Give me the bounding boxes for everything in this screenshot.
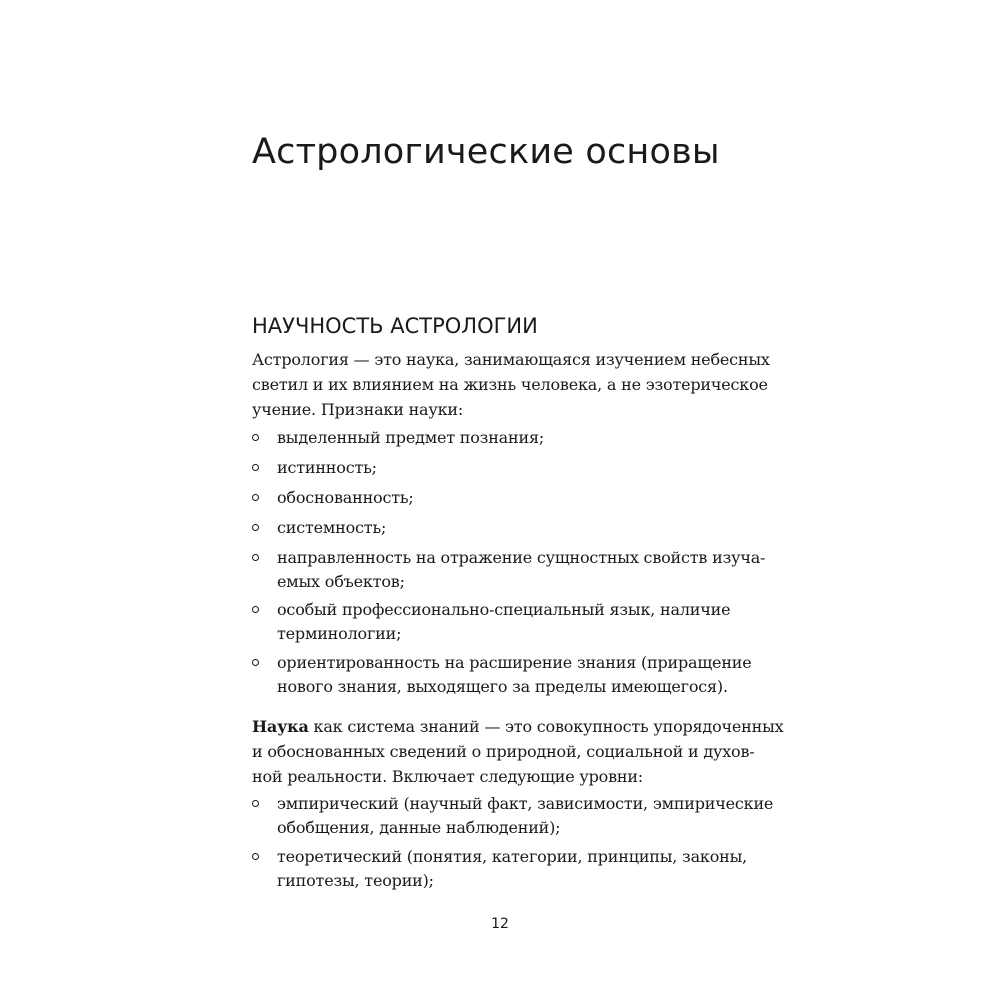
bullet-icon (252, 494, 259, 501)
bullet-icon (252, 659, 259, 666)
list-item-text: обоснованность; (277, 488, 414, 507)
section-title: НАУЧНОСТЬ АСТРОЛОГИИ (252, 314, 538, 338)
bullet-icon (252, 800, 259, 807)
definition-term: Наука (252, 717, 309, 736)
list-item-text: направленность на отражение сущностных свойств изуча- (277, 548, 766, 567)
definition-line: и обоснованных сведений о природной, социальной и духов- (252, 742, 755, 761)
list-item-text: гипотезы, теории); (277, 871, 434, 890)
list-item-text: истинность; (277, 458, 377, 477)
bullet-icon (252, 606, 259, 613)
chapter-title: Астрологические основы (252, 132, 720, 172)
bullet-icon (252, 464, 259, 471)
list-item-text: емых объектов; (277, 572, 405, 591)
list-item-text: нового знания, выходящего за пределы имеющегося). (277, 677, 728, 696)
list-item-text: эмпирический (научный факт, зависимости, эмпирические (277, 794, 774, 813)
list-item-text: выделенный предмет познания; (277, 428, 545, 447)
list-item-text: ориентированность на расширение знания (приращение (277, 653, 752, 672)
list-item-text: обобщения, данные наблюдений); (277, 818, 561, 837)
list-item-text: теоретический (понятия, категории, принципы, законы, (277, 847, 748, 866)
definition-line (252, 715, 783, 739)
bullet-icon (252, 524, 259, 531)
page-number: 12 (491, 916, 509, 932)
list-item-text: особый профессионально-специальный язык, наличие (277, 600, 731, 619)
bullet-icon (252, 554, 259, 561)
intro-line: Астрология — это наука, занимающаяся изучением небесных (252, 350, 770, 369)
intro-line: учение. Признаки науки: (252, 400, 464, 419)
bullet-icon (252, 853, 259, 860)
list-item-text: системность; (277, 518, 387, 537)
definition-text: как система знаний — это совокупность упорядоченных (308, 717, 784, 736)
definition-line: ной реальности. Включает следующие уровни: (252, 767, 643, 786)
intro-line: светил и их влиянием на жизнь человека, а не эзотерическое (252, 375, 768, 394)
bullet-icon (252, 434, 259, 441)
list-item-text: терминологии; (277, 624, 402, 643)
